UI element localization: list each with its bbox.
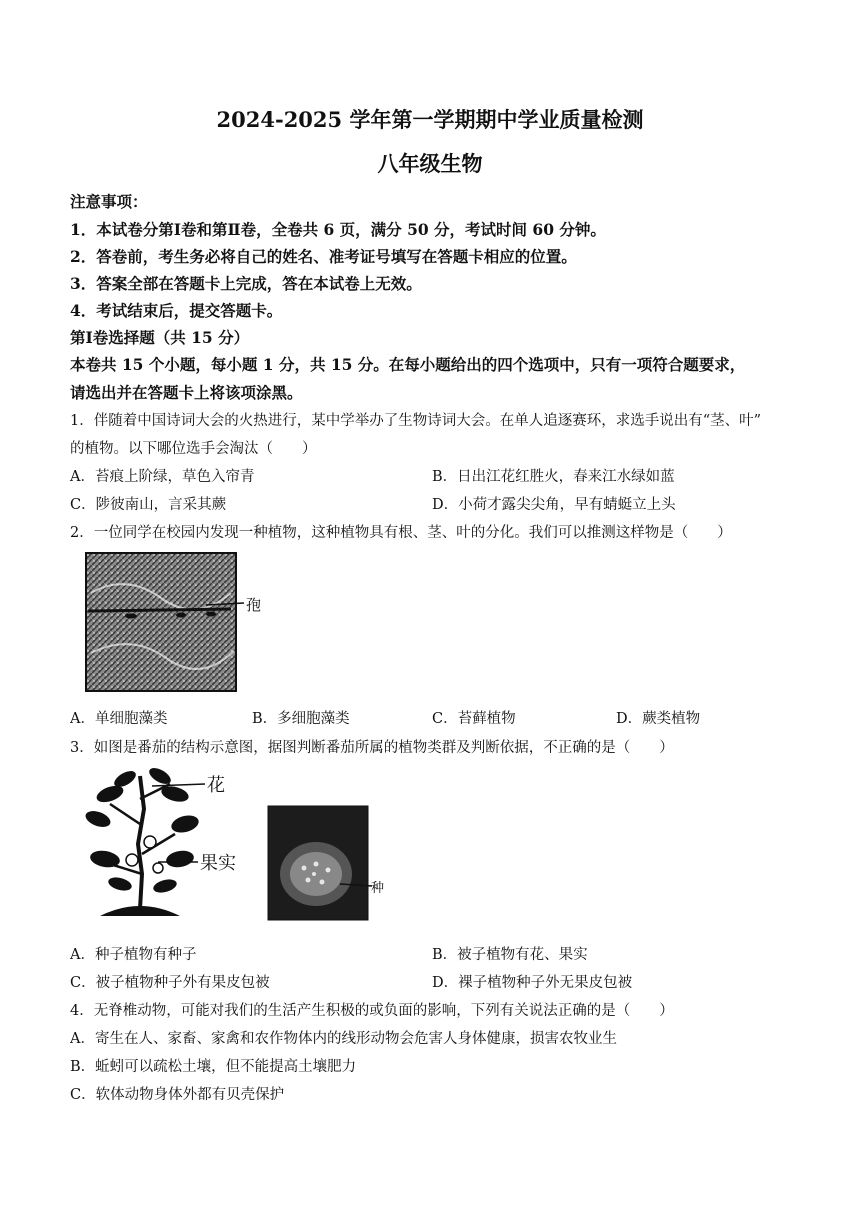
notice-heading: 注意事项：: [70, 192, 148, 211]
tomato-plant-figure: [80, 764, 385, 924]
question-2-option-c: C．苔藓植物: [432, 711, 516, 727]
question-1-stem: 1．伴随着中国诗词大会的火热进行，某中学举办了生物诗词大会。在单人追逐赛环，求选手说出有“茎、叶”: [70, 413, 762, 429]
question-2-option-a: A．单细胞藻类: [70, 711, 168, 727]
figure-label-seed: 种: [371, 880, 385, 895]
question-1-option-a: A．苔痕上阶绿，草色入帘青: [70, 469, 255, 485]
question-4-option-b: B．蚯蚓可以疏松土壤，但不能提高土壤肥力: [70, 1059, 357, 1075]
exam-subtitle: 八年级生物: [377, 151, 483, 176]
question-1-stem: 的植物。以下哪位选手会淘汰（ ）: [70, 441, 317, 457]
question-2-option-b: B．多细胞藻类: [252, 711, 350, 727]
question-3-option-d: D．裸子植物种子外无果皮包被: [432, 975, 633, 991]
notice-item: 1．本试卷分第Ⅰ卷和第Ⅱ卷，全卷共 6 页，满分 50 分，考试时间 60 分钟。: [70, 220, 606, 239]
figure-label-fruit: 果实: [200, 853, 236, 873]
notice-item: 3．答案全部在答题卡上完成，答在本试卷上无效。: [70, 274, 422, 293]
question-4-option-a: A．寄生在人、家畜、家禽和农作物体内的线形动物会危害人身体健康，损害农牧业生: [70, 1031, 617, 1047]
exam-title: 2024-2025 学年第一学期期中学业质量检测: [216, 107, 644, 132]
question-2-stem: 2．一位同学在校园内发现一种植物，这种植物具有根、茎、叶的分化。我们可以推测这样物是（ ）: [70, 525, 732, 541]
question-3-option-b: B．被子植物有花、果实: [432, 947, 588, 963]
notice-item: 2．答卷前，考生务必将自己的姓名、准考证号填写在答题卡相应的位置。: [70, 247, 577, 266]
question-4-stem: 4．无脊椎动物，可能对我们的生活产生积极的或负面的影响，下列有关说法正确的是（ ）: [70, 1003, 674, 1019]
notice-item: 4．考试结束后，提交答题卡。: [70, 301, 283, 320]
section-heading: 第Ⅰ卷选择题（共 15 分）: [70, 328, 250, 347]
question-3-option-a: A．种子植物有种子: [70, 947, 197, 963]
question-3-option-c: C．被子植物种子外有果皮包被: [70, 975, 270, 991]
section-instructions: 请选出并在答题卡上将该项涂黑。: [70, 383, 303, 402]
question-4-option-c: C．软体动物身体外都有贝壳保护: [70, 1087, 285, 1103]
fern-leaf-figure: [86, 553, 266, 691]
figure-label-flower: 花: [207, 775, 225, 795]
section-instructions: 本卷共 15 个小题，每小题 1 分，共 15 分。在每小题给出的四个选项中，只有一项符合题要求，: [70, 355, 746, 374]
question-2-option-d: D．蕨类植物: [616, 711, 701, 727]
question-3-stem: 3．如图是番茄的结构示意图，据图判断番茄所属的植物类群及判断依据，不正确的是（ ）: [70, 740, 674, 756]
question-1-option-d: D．小荷才露尖尖角，早有蜻蜓立上头: [432, 497, 676, 513]
question-1-option-c: C．陟彼南山，言采其蕨: [70, 497, 227, 513]
question-1-option-b: B．日出江花红胜火，春来江水绿如蓝: [432, 469, 675, 485]
figure-label-spore: 孢: [246, 597, 262, 614]
